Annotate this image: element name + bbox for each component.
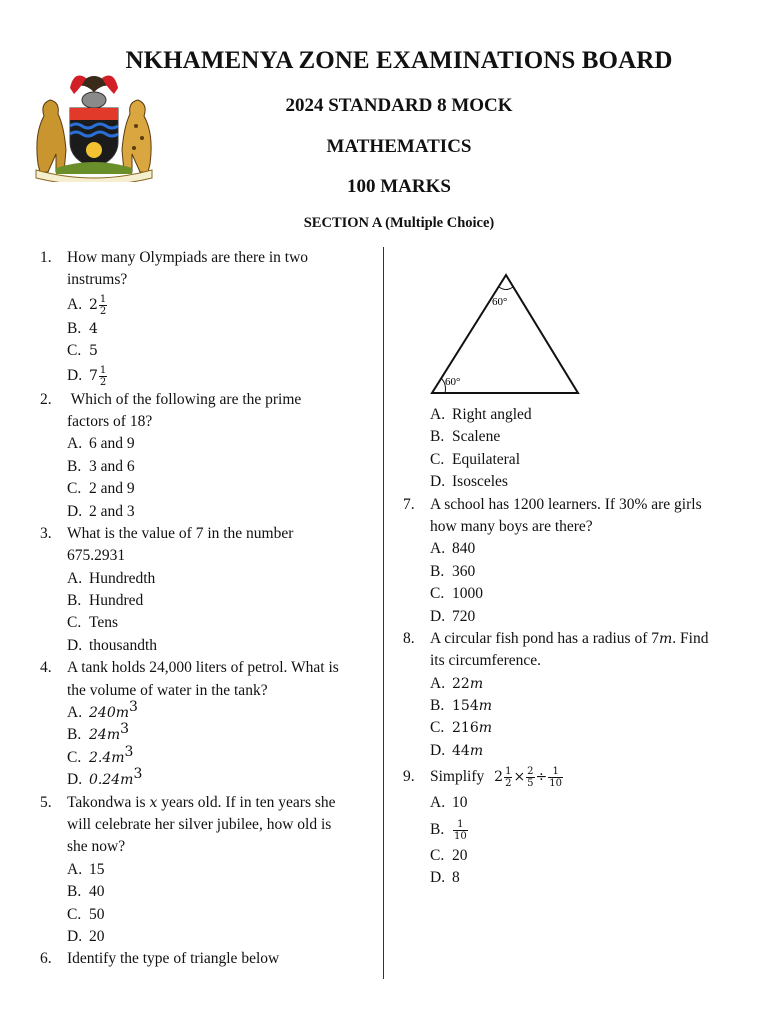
option-letter: D. [67,771,83,789]
option-4a [40,698,360,724]
denominator: 5 [527,778,534,790]
option-text: 360 [452,562,476,580]
question-text [430,628,708,650]
fraction [526,766,534,789]
operator: ÷ [535,769,548,786]
denominator: 10 [454,830,467,842]
right-column [403,404,733,889]
text-part: . Find [672,629,709,647]
exponent: 3 [133,766,143,783]
question-number: 5. [40,793,52,811]
question-2 [40,389,360,411]
option-value: 44 [452,742,470,759]
option-letter: B. [430,697,445,715]
question-number: 4. [40,659,52,677]
option-letter: A. [67,435,83,453]
option-letter: B. [430,820,445,838]
option-text: Isosceles [452,473,508,491]
question-8 [403,628,733,650]
question-7 [403,494,733,516]
option-text: Right angled [452,406,532,423]
option-9a [403,792,733,814]
option-6c [403,449,733,471]
option-2a [40,433,360,455]
unit: m [478,720,493,737]
option-text: 6 and 9 [89,435,135,453]
option-text: Hundred [89,592,144,610]
option-3a [40,568,360,590]
option-8a [403,673,733,695]
option-text: 15 [89,860,105,878]
text-part: Simplify [430,768,485,786]
option-letter: C. [430,846,445,864]
option-letter: C. [430,585,445,603]
option-9b [403,815,733,845]
numerator: 1 [453,819,468,831]
section-title: SECTION A (Multiple Choice) [303,215,495,231]
option-text: 1000 [452,585,483,603]
option-value: 240m [89,705,129,722]
column-divider [383,247,384,979]
fraction [548,766,563,789]
option-3c [40,612,360,634]
option-value: 2 [89,296,98,313]
question-4 [40,657,360,679]
option-letter: C. [430,450,445,468]
option-5b [40,881,360,903]
option-letter: C. [67,342,82,360]
exponent: 3 [129,698,138,715]
text-part: A circular fish pond has a radius of 7 [430,629,659,647]
question-9 [403,762,733,792]
option-text: 50 [89,905,105,923]
question-text: Identify the type of triangle below [67,950,280,968]
numerator: 1 [99,293,107,305]
option-value: 0.24m [89,772,134,789]
question-text: instrums? [67,271,128,289]
option-value: 216 [452,720,479,737]
option-letter: A. [67,569,83,587]
option-text: 20 [89,927,105,945]
exam-title: 2024 STANDARD 8 MOCK [285,95,513,116]
option-2c [40,478,360,500]
variable: x [149,794,158,811]
question-text: will celebrate her silver jubilee, how old is [67,815,332,833]
option-value: 7 [89,367,98,384]
option-value: 2.4m [89,749,125,766]
option-1a [40,292,360,318]
question-text: the volume of water in the tank? [67,681,268,699]
denominator: 2 [99,305,107,317]
question-text: A tank holds 24,000 liters of petrol. What is [67,659,339,677]
option-text: 40 [89,883,105,901]
numerator: 1 [505,766,512,778]
option-letter: C. [67,614,82,632]
option-value: 4 [89,320,98,337]
option-text: 3 and 6 [89,457,135,475]
option-7d [403,606,733,628]
option-letter: B. [67,319,82,337]
option-text: Equilateral [452,450,520,468]
option-1b [40,318,360,340]
numerator: 1 [548,766,563,778]
option-8c [403,717,733,739]
option-letter: D. [430,473,446,491]
angle-arc-top [499,287,513,290]
option-letter: D. [430,607,446,625]
option-letter: A. [430,540,446,558]
option-text: 720 [452,607,476,625]
marks-title: 100 MARKS [347,176,451,197]
option-2d [40,501,360,523]
angle-label-top: 60° [492,296,508,308]
option-text: Tens [89,614,119,632]
option-letter: D. [430,869,446,887]
board-title: NKHAMENYA ZONE EXAMINATIONS BOARD [125,47,673,74]
angle-label-left: 60° [445,376,461,388]
option-9d [403,867,733,889]
option-letter: A. [430,406,446,423]
question-text: she now? [67,838,126,856]
denominator: 2 [505,778,512,790]
subject-title: MATHEMATICS [326,136,472,157]
question-number: 3. [40,524,52,542]
operator: × [513,769,526,786]
option-8d [403,740,733,762]
fraction [453,819,468,842]
option-text: 8 [452,869,460,887]
unit: m [478,698,493,715]
exponent: 3 [124,743,134,760]
option-letter: D. [67,927,83,945]
option-8b [403,695,733,717]
question-number: 6. [40,950,52,968]
option-5a [40,859,360,881]
numerator: 2 [527,766,534,778]
question-text: how many boys are there? [430,517,593,535]
option-letter: B. [430,562,445,580]
option-letter: A. [67,295,83,313]
option-text: 2 and 3 [89,502,135,520]
option-4b [40,721,360,746]
option-letter: B. [67,592,82,610]
triangle-diagram [425,270,585,400]
option-1c [40,340,360,362]
fraction [504,766,512,789]
option-7c [403,583,733,605]
option-letter: A. [67,704,83,722]
unit: m [469,675,484,692]
option-letter: D. [67,502,83,520]
option-letter: D. [67,366,83,384]
option-9c [403,845,733,867]
option-letter: B. [67,883,82,901]
option-text: 840 [452,540,476,558]
question-number: 2. [40,390,52,408]
question-text [430,762,564,792]
option-4d [40,766,360,791]
question-number: 7. [403,495,415,513]
option-text: 20 [452,846,468,864]
option-letter: C. [67,748,82,766]
option-letter: B. [67,726,82,744]
option-text: Scalene [452,428,501,446]
option-3b [40,590,360,612]
option-text: 10 [452,794,468,812]
option-7a [403,538,733,560]
option-letter: A. [430,674,446,692]
option-6d [403,471,733,493]
option-letter: C. [67,480,82,498]
option-value: 5 [89,343,98,360]
question-number: 8. [403,629,415,647]
question-text [67,792,336,814]
numerator: 1 [99,364,107,376]
option-value: 22 [452,675,470,692]
option-5d [40,926,360,948]
question-text: How many Olympiads are there in two [67,249,309,266]
option-letter: A. [67,860,83,878]
coat-of-arms-logo [30,64,158,182]
option-letter: B. [430,428,445,446]
left-column [40,247,360,971]
option-text: Hundredth [89,569,156,587]
option-1d [40,363,360,389]
option-5c [40,904,360,926]
option-6a [403,404,733,426]
unit: m [469,742,484,759]
unit: m [659,630,673,647]
option-letter: C. [67,905,82,923]
whole-number: 2 [494,769,504,786]
option-7b [403,561,733,583]
denominator: 2 [99,376,107,388]
option-4c [40,743,360,769]
option-text: thousandth [89,636,158,654]
question-1 [40,247,360,269]
text-part: years old. If in ten years she [157,793,336,811]
option-2b [40,456,360,478]
option-value: 154 [452,698,479,715]
question-text: factors of 18? [67,412,153,430]
exponent: 3 [120,721,130,738]
fraction [99,365,107,388]
fraction [99,294,107,317]
option-letter: D. [430,741,446,759]
question-text: 675.2931 [67,547,126,565]
option-text: 2 and 9 [89,480,135,498]
question-3 [40,523,360,545]
question-text: Which of the following are the prime [67,390,302,408]
question-text: A school has 1200 learners. If 30% are girls [430,495,702,513]
option-value: 24m [89,727,121,744]
option-letter: B. [67,457,82,475]
denominator: 10 [549,778,563,790]
option-3d [40,635,360,657]
question-text: What is the value of 7 in the number [67,524,294,542]
option-letter: C. [430,719,445,737]
option-6b [403,426,733,448]
option-letter: D. [67,636,83,654]
text-part: Takondwa is [67,793,150,811]
question-number: 1. [40,249,52,266]
question-5 [40,792,360,814]
option-letter: A. [430,794,446,812]
question-6 [40,948,360,970]
question-text: its circumference. [430,652,542,670]
question-number: 9. [403,768,415,786]
